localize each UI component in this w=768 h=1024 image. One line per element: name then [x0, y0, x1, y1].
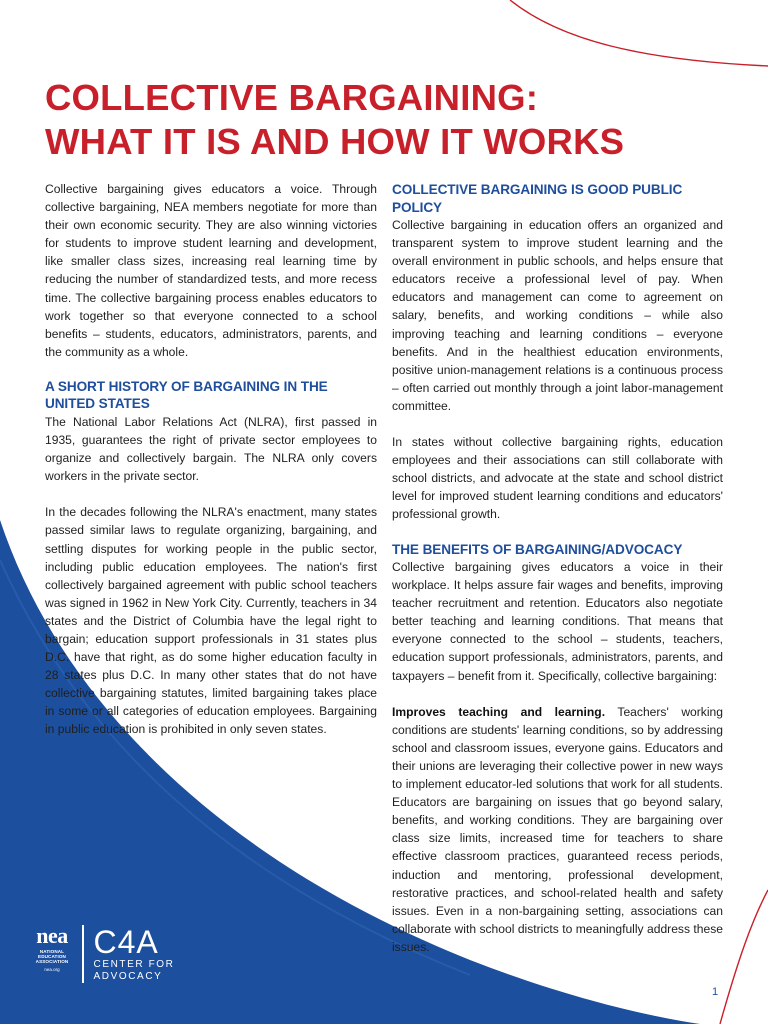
benefits-paragraph: Collective bargaining gives educators a voice in their workplace. It helps assure fair wages and benefits, improving teacher recruitment and retention. Educators also negotiate better teaching and learning conditions. That means that everyone connected to the school – students, teachers, education support professionals, administrators, parents, and taxpayers – benefit from it. Specifically, collective bargaining:: [392, 560, 723, 683]
history-paragraph-1: The National Labor Relations Act (NLRA), first passed in 1935, guarantees the right of private sector employees to organize and collectively bargain. The NLRA only covers workers in the private sector.: [45, 414, 377, 484]
nea-name: [36, 949, 69, 965]
nea-name-line-1: NATIONAL: [39, 949, 65, 954]
intro-paragraph: Collective bargaining gives educators a voice. Through collective bargaining, NEA members negotiate for more than their own economic security. They are also winning victories for students to improve student learning and development, like smaller class sizes, increasing real learning time by reducing the number of standardized tests, and more recess time. The collective bargaining process enables educators to work together so that everyone connected to a school benefits – students, educators, administrators, parents, and the community as a whole.: [45, 182, 377, 359]
title-line-2: WHAT IT IS AND HOW IT WORKS: [45, 121, 625, 162]
title-line-1: COLLECTIVE BARGAINING:: [45, 77, 539, 118]
nea-wordmark: nea: [36, 923, 68, 948]
page-number: 1: [712, 986, 719, 998]
policy-heading: COLLECTIVE BARGAINING IS GOOD PUBLIC POLICY: [392, 182, 683, 215]
left-column: [45, 180, 377, 739]
page-title: [45, 76, 725, 164]
improves-body: Teachers' working conditions are students' learning conditions, so by addressing school and classroom issues, everyone gains. Educators and their unions are leveraging their collective power in new ways to implement educator-led solutions that work for all students. Educators are bargaining on issues that go beyond salary, benefits, and working conditions. They are bargaining over class size limits, increased time for teachers to share effective classroom practices, guaranteed recess periods, induction and mentoring, professional development, restorative practices, and school-related health and safety issues. Even in a non-bargaining setting, associations can collaborate with school districts to meaningfully address these issues.: [392, 704, 723, 954]
c4a-line-2: ADVOCACY: [93, 971, 163, 982]
nea-logo: [34, 925, 70, 983]
policy-paragraph-1: Collective bargaining in education offers an organized and transparent system to improve student learning and the overall environment in public schools, and helps ensure that educators receive a professional level of pay. When educators and management can come to agreement on salary, benefits, and working conditions – while also improving teaching and learning conditions – everyone benefits. And in the healthiest education environments, positive union-management relations is a continuous process – often carried out monthly through a joint labor-management committee.: [392, 218, 723, 413]
c4a-line-1: CENTER FOR: [93, 959, 175, 970]
history-heading: A SHORT HISTORY OF BARGAINING IN THE UNITED STATES: [45, 378, 328, 412]
nea-url: nea.org: [44, 966, 60, 972]
improves-paragraph: [392, 703, 723, 956]
benefits-heading: THE BENEFITS OF BARGAINING/ADVOCACY: [392, 541, 683, 557]
nea-name-line-3: ASSOCIATION: [35, 959, 69, 965]
nea-c4a-logo: [34, 925, 175, 983]
logo-divider: [82, 925, 84, 983]
nea-name-line-2: EDUCATION: [38, 954, 66, 960]
policy-paragraph-2: In states without collective bargaining rights, education employees and their associations can still collaborate with school districts, and advocate at the state and school district level for improved student learning conditions and educators' professional growth.: [392, 435, 723, 522]
right-column: [392, 181, 723, 956]
history-paragraph-2: In the decades following the NLRA's enactment, many states passed similar laws to regulate organizing, bargaining, and settling disputes for working people in the public sector, including public education employees. The nation's first collectively bargained agreement with public school teachers was signed in 1962 in New York City. Currently, teachers in 34 states and the District of Columbia have the legal right to bargain; education support professionals in 31 states plus D.C. have that right, as do some higher education faculty in 28 states plus D.C. In many other states that do not have collective bargaining statutes, limited bargaining takes place in some or all categories of education employees. Bargaining in public education is prohibited in only seven states.: [45, 505, 377, 737]
c4a-wordmark: C4A: [93, 924, 159, 960]
improves-lead: Improves teaching and learning.: [392, 704, 606, 719]
c4a-logo: [94, 925, 175, 983]
